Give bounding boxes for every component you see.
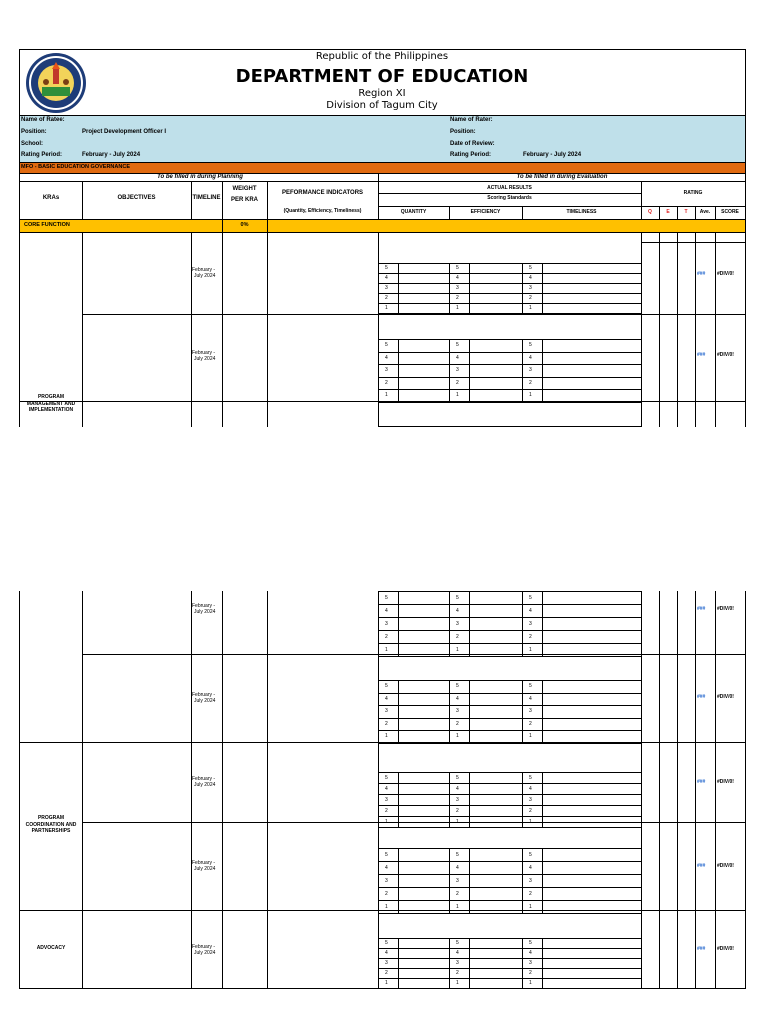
timeliness-scale-value: 2	[529, 890, 532, 897]
timeliness-scale-value: 1	[529, 392, 532, 399]
grid-line	[378, 389, 641, 390]
efficiency-scale-value: 1	[456, 903, 459, 910]
grid-line	[398, 591, 399, 656]
grid-line	[378, 303, 641, 304]
grid-line	[378, 938, 379, 988]
grid-line	[398, 772, 399, 827]
efficiency-scale-value: 3	[456, 620, 459, 627]
quantity-header: QUANTITY	[400, 209, 427, 215]
quantity-scale-value: 3	[385, 620, 388, 627]
grid-line	[378, 339, 379, 402]
region-line: Region XI	[358, 88, 406, 99]
grid-line	[641, 848, 642, 913]
timeliness-scale-value: 5	[529, 683, 532, 690]
grid-line	[522, 680, 523, 743]
grid-line	[449, 848, 450, 913]
timeliness-scale-value: 5	[529, 265, 532, 271]
efficiency-scale-value: 2	[456, 720, 459, 727]
kra-label: ADVOCACY	[36, 945, 66, 951]
grid-line	[378, 402, 641, 403]
quantity-scale-value: 3	[385, 960, 388, 966]
timeline-value-line1: February -	[192, 776, 216, 782]
grid-line	[469, 938, 470, 988]
efficiency-scale-value: 4	[456, 864, 459, 871]
kra-label: IMPLEMENTATION	[28, 407, 74, 413]
quantity-scale-value: 5	[385, 594, 388, 601]
grid-line	[522, 848, 523, 913]
efficiency-scale-value: 5	[456, 594, 459, 601]
grid-line	[378, 283, 641, 284]
weight-header-line2: PER KRA	[230, 197, 258, 203]
timeliness-scale-value: 4	[529, 950, 532, 956]
quantity-scale-value: 2	[385, 720, 388, 727]
rater-position-label: Position:	[450, 129, 476, 135]
timeline-value-line2: July 2024	[194, 950, 216, 956]
grid-line	[378, 263, 641, 264]
grid-line	[378, 643, 641, 644]
grid-line	[542, 848, 543, 913]
quantity-scale-value: 2	[385, 379, 388, 386]
core-function-weight: 0%	[240, 222, 249, 228]
quantity-scale-value: 2	[385, 295, 388, 301]
grid-line	[378, 887, 641, 888]
timeliness-scale-value: 1	[529, 733, 532, 740]
quantity-scale-value: 1	[385, 818, 388, 825]
grid-line	[542, 591, 543, 656]
position-value: Project Development Officer I	[82, 129, 167, 135]
timeline-value-line2: July 2024	[194, 698, 216, 704]
grid-line	[522, 772, 523, 827]
division-line: Division of Tagum City	[326, 100, 438, 111]
rating-e-header: E	[666, 209, 670, 215]
timeliness-scale-value: 3	[529, 877, 532, 884]
school-label: School:	[21, 141, 43, 147]
grid-line	[469, 339, 470, 402]
kras-header: KRAs	[42, 195, 60, 201]
indicators-header-line1: PEFORMANCE INDICATORS	[281, 190, 364, 196]
grid-line	[641, 263, 642, 313]
efficiency-scale-value: 1	[456, 646, 459, 653]
quantity-scale-value: 3	[385, 708, 388, 715]
quantity-scale-value: 4	[385, 950, 388, 956]
rating-score-value: #DIV/0!	[717, 779, 734, 785]
efficiency-scale-value: 4	[456, 950, 459, 956]
quantity-scale-value: 3	[385, 877, 388, 884]
quantity-scale-value: 1	[385, 392, 388, 399]
efficiency-scale-value: 4	[456, 695, 459, 702]
rating-header: RATING	[683, 190, 703, 196]
grid-line	[542, 772, 543, 827]
grid-line	[378, 743, 641, 744]
quantity-scale-value: 4	[385, 864, 388, 871]
timeliness-scale-value: 3	[529, 285, 532, 291]
timeliness-scale-value: 4	[529, 864, 532, 871]
grid-line	[449, 591, 450, 656]
efficiency-scale-value: 4	[456, 607, 459, 614]
quantity-scale-value: 3	[385, 367, 388, 374]
grid-line	[378, 968, 641, 969]
quantity-scale-value: 1	[385, 903, 388, 910]
timeline-value-line2: July 2024	[194, 782, 216, 788]
grid-line	[378, 772, 641, 773]
date-of-review-label: Date of Review:	[450, 141, 495, 147]
republic-line: Republic of the Philippines	[315, 51, 449, 62]
rating-score-value: #DIV/0!	[717, 863, 734, 869]
grid-line	[378, 988, 641, 989]
quantity-scale-value: 2	[385, 890, 388, 897]
grid-line	[449, 680, 450, 743]
quantity-scale-value: 5	[385, 265, 388, 271]
grid-line	[378, 938, 641, 939]
rater-rating-period-label: Rating Period:	[450, 152, 492, 158]
timeliness-scale-value: 5	[529, 594, 532, 601]
efficiency-scale-value: 1	[456, 392, 459, 399]
grid-line	[641, 339, 642, 402]
grid-line	[378, 693, 641, 694]
efficiency-scale-value: 3	[456, 960, 459, 966]
rating-average-value: ###	[697, 946, 706, 952]
efficiency-scale-value: 1	[456, 733, 459, 740]
grid-line	[469, 591, 470, 656]
efficiency-scale-value: 2	[456, 379, 459, 386]
efficiency-scale-value: 4	[456, 275, 459, 281]
name-of-ratee-label: Name of Ratee:	[21, 117, 65, 123]
rating-average-value: ###	[697, 352, 706, 358]
rating-score-value: #DIV/0!	[717, 606, 734, 612]
grid-line	[378, 730, 641, 731]
quantity-scale-value: 2	[385, 633, 388, 640]
quantity-scale-value: 2	[385, 970, 388, 976]
grid-line	[378, 680, 379, 743]
grid-line	[641, 591, 642, 656]
timeline-value-line2: July 2024	[194, 273, 216, 279]
grid-line	[398, 848, 399, 913]
grid-line	[469, 772, 470, 827]
efficiency-scale-value: 3	[456, 877, 459, 884]
name-of-rater-label: Name of Rater:	[450, 117, 493, 123]
timeline-value-line2: July 2024	[194, 609, 216, 615]
quantity-scale-value: 5	[385, 342, 388, 349]
rating-score-value: #DIV/0!	[717, 694, 734, 700]
grid-line	[378, 377, 641, 378]
grid-line	[378, 617, 641, 618]
weight-header-line1: WEIGHT	[232, 186, 257, 192]
timeliness-scale-value: 4	[529, 607, 532, 614]
department-title: DEPARTMENT OF EDUCATION	[235, 66, 529, 87]
grid-line	[449, 263, 450, 313]
grid-line	[398, 938, 399, 988]
timeliness-scale-value: 2	[529, 379, 532, 386]
grid-line	[378, 293, 641, 294]
grid-line	[378, 718, 641, 719]
rating-average-value: ###	[697, 271, 706, 277]
grid-line	[378, 352, 641, 353]
efficiency-scale-value: 1	[456, 305, 459, 311]
grid-line	[522, 339, 523, 402]
core-function-band	[20, 220, 745, 232]
efficiency-scale-value: 5	[456, 342, 459, 349]
grid-line	[378, 680, 641, 681]
grid-line	[378, 656, 641, 657]
efficiency-scale-value: 2	[456, 807, 459, 814]
efficiency-scale-value: 3	[456, 708, 459, 715]
quantity-scale-value: 3	[385, 285, 388, 291]
timeliness-scale-value: 3	[529, 620, 532, 627]
grid-line	[398, 339, 399, 402]
rating-average-value: ###	[697, 863, 706, 869]
grid-line	[641, 772, 642, 827]
grid-line	[378, 913, 641, 914]
kra-label: PROGRAM	[37, 394, 65, 400]
timeliness-scale-value: 3	[529, 796, 532, 803]
scoring-standards-header: Scoring Standards	[487, 195, 532, 201]
kra-label: PARTNERSHIPS	[31, 828, 71, 834]
rating-ave-header: Ave.	[699, 209, 711, 215]
rating-period-label: Rating Period:	[21, 152, 63, 158]
quantity-scale-value: 1	[385, 646, 388, 653]
grid-line	[378, 604, 641, 605]
timeline-value-line1: February -	[192, 860, 216, 866]
efficiency-scale-value: 1	[456, 818, 459, 825]
quantity-scale-value: 5	[385, 851, 388, 858]
rating-score-value: #DIV/0!	[717, 271, 734, 277]
timeliness-scale-value: 5	[529, 774, 532, 781]
timeliness-scale-value: 4	[529, 275, 532, 281]
timeline-value-line1: February -	[192, 267, 216, 273]
grid-line	[542, 938, 543, 988]
grid-line	[378, 805, 641, 806]
quantity-scale-value: 5	[385, 774, 388, 781]
timeliness-scale-value: 1	[529, 646, 532, 653]
timeliness-scale-value: 2	[529, 633, 532, 640]
timeliness-scale-value: 5	[529, 851, 532, 858]
grid-line	[469, 680, 470, 743]
grid-line	[378, 958, 641, 959]
efficiency-scale-value: 5	[456, 774, 459, 781]
timeliness-scale-value: 2	[529, 807, 532, 814]
timeline-value-line2: July 2024	[194, 866, 216, 872]
grid-line	[378, 263, 379, 313]
evaluation-note: To be filled in during Evaluation	[516, 174, 608, 180]
quantity-scale-value: 4	[385, 785, 388, 792]
efficiency-scale-value: 3	[456, 796, 459, 803]
efficiency-scale-value: 2	[456, 890, 459, 897]
quantity-scale-value: 2	[385, 807, 388, 814]
efficiency-scale-value: 4	[456, 785, 459, 792]
timeliness-scale-value: 2	[529, 970, 532, 976]
grid-line	[378, 816, 641, 817]
efficiency-scale-value: 5	[456, 265, 459, 271]
grid-line	[378, 848, 379, 913]
quantity-scale-value: 1	[385, 305, 388, 311]
rating-score-header: SCORE	[721, 209, 739, 215]
efficiency-scale-value: 5	[456, 940, 459, 946]
grid-line	[522, 263, 523, 313]
efficiency-scale-value: 3	[456, 367, 459, 374]
rating-average-value: ###	[697, 606, 706, 612]
quantity-scale-value: 3	[385, 796, 388, 803]
grid-line	[378, 273, 641, 274]
efficiency-header: EFFICIENCY	[470, 209, 501, 215]
efficiency-scale-value: 2	[456, 970, 459, 976]
timeliness-scale-value: 1	[529, 980, 532, 986]
timeliness-scale-value: 5	[529, 940, 532, 946]
timeliness-scale-value: 1	[529, 305, 532, 311]
efficiency-scale-value: 1	[456, 980, 459, 986]
position-label: Position:	[21, 129, 47, 135]
grid-line	[449, 772, 450, 827]
deped-seal-logo	[24, 52, 88, 114]
timeliness-scale-value: 3	[529, 708, 532, 715]
quantity-scale-value: 5	[385, 683, 388, 690]
grid-line	[469, 263, 470, 313]
grid-line	[378, 783, 641, 784]
quantity-scale-value: 4	[385, 607, 388, 614]
rating-average-value: ###	[697, 694, 706, 700]
rating-average-value: ###	[697, 779, 706, 785]
efficiency-scale-value: 5	[456, 851, 459, 858]
grid-line	[398, 263, 399, 313]
grid-line	[542, 339, 543, 402]
grid-line	[641, 938, 642, 988]
efficiency-scale-value: 2	[456, 295, 459, 301]
timeline-value-line1: February -	[192, 350, 216, 356]
timeliness-scale-value: 1	[529, 903, 532, 910]
grid-line	[378, 591, 379, 656]
timeliness-scale-value: 2	[529, 295, 532, 301]
efficiency-scale-value: 2	[456, 633, 459, 640]
grid-line	[378, 874, 641, 875]
timeliness-scale-value: 4	[529, 695, 532, 702]
timeline-value-line1: February -	[192, 944, 216, 950]
grid-line	[542, 263, 543, 313]
planning-note: To be filled in during Planning	[157, 174, 243, 180]
rating-score-value: #DIV/0!	[717, 352, 734, 358]
rating-t-header: T	[684, 209, 688, 215]
efficiency-scale-value: 3	[456, 285, 459, 291]
grid-line	[378, 339, 641, 340]
grid-line	[378, 900, 641, 901]
quantity-scale-value: 5	[385, 940, 388, 946]
objectives-header: OBJECTIVES	[117, 195, 156, 201]
grid-line	[522, 591, 523, 656]
timeliness-scale-value: 4	[529, 354, 532, 361]
timeline-value-line1: February -	[192, 603, 216, 609]
grid-line	[378, 313, 641, 314]
grid-line	[469, 848, 470, 913]
timeliness-scale-value: 4	[529, 785, 532, 792]
grid-line	[378, 794, 641, 795]
core-function-label: CORE FUNCTION	[24, 222, 70, 228]
kra-label: COORDINATION AND	[25, 822, 77, 828]
efficiency-scale-value: 5	[456, 683, 459, 690]
efficiency-scale-value: 4	[456, 354, 459, 361]
timeliness-scale-value: 5	[529, 342, 532, 349]
quantity-scale-value: 1	[385, 980, 388, 986]
indicators-header-line2: (Quantity, Efficiency, Timeliness)	[283, 208, 362, 214]
grid-line	[378, 630, 641, 631]
rating-q-header: Q	[648, 209, 652, 215]
grid-line	[378, 827, 641, 828]
grid-line	[378, 364, 641, 365]
timeline-value-line1: February -	[192, 692, 216, 698]
grid-line	[449, 339, 450, 402]
grid-line	[398, 680, 399, 743]
quantity-scale-value: 4	[385, 695, 388, 702]
timeliness-scale-value: 3	[529, 960, 532, 966]
timeliness-scale-value: 1	[529, 818, 532, 825]
grid-line	[378, 978, 641, 979]
kra-label: MANAGEMENT AND	[26, 401, 76, 407]
rating-score-value: #DIV/0!	[717, 946, 734, 952]
grid-line	[378, 772, 379, 827]
grid-line	[378, 861, 641, 862]
grid-line	[522, 938, 523, 988]
grid-line	[378, 848, 641, 849]
timeline-header: TIMELINE	[192, 195, 221, 201]
grid-line	[378, 705, 641, 706]
grid-line	[378, 948, 641, 949]
grid-line	[449, 938, 450, 988]
rater-rating-period-value: February - July 2024	[523, 152, 582, 158]
timeline-value-line2: July 2024	[194, 356, 216, 362]
actual-results-header: ACTUAL RESULTS	[487, 185, 532, 191]
quantity-scale-value: 4	[385, 275, 388, 281]
grid-line	[378, 591, 641, 592]
timeliness-scale-value: 2	[529, 720, 532, 727]
quantity-scale-value: 4	[385, 354, 388, 361]
timeliness-scale-value: 3	[529, 367, 532, 374]
timeliness-header: TIMELINESS	[566, 209, 597, 215]
quantity-scale-value: 1	[385, 733, 388, 740]
kra-label: PROGRAM	[37, 815, 65, 821]
grid-line	[542, 680, 543, 743]
mfo-label: MFO - BASIC EDUCATION GOVERNANCE	[21, 164, 130, 170]
rating-period-value: February - July 2024	[82, 152, 141, 158]
grid-line	[641, 680, 642, 743]
